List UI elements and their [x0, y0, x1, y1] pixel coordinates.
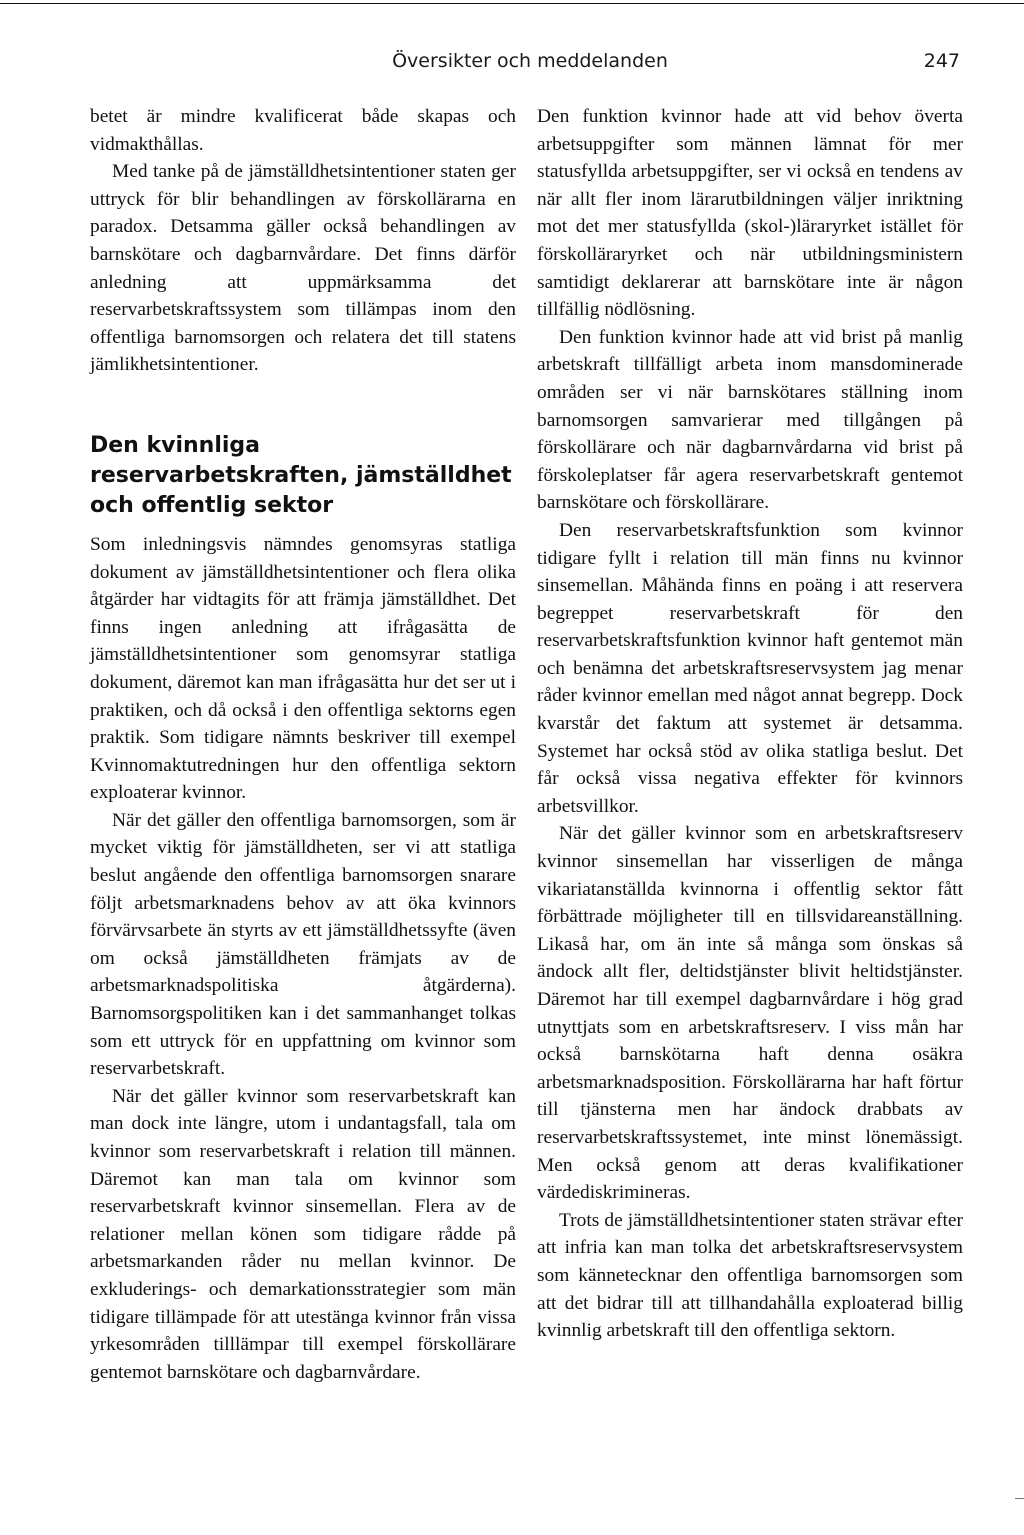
paragraph: Trots de jämställdhetsintentioner staten strävar efter att infria kan man tolka det arbetskraftsreservsystem som kännetecknar den offentliga barnomsorgen som att det bidrar till att tillhandahålla exploaterad billig kvinnlig arbetskraft till den offentliga sektorn. [537, 1209, 963, 1342]
paragraph: Den reservarbetskraftsfunktion som kvinnor tidigare fyllt i relation till män finns nu kvinnor sinsemellan. Måhända finns en poäng i att reservera begreppet reservarbetskraft för den reservarbetskraftsfunktion kvinnor haft gentemot män och benämna det arbetskraftsreservsystem jag menar råder kvinnor emellan med något annat begrepp. Dock kvarstår det faktum att systemet är detsamma. Systemet har också stöd av olika statliga beslut. Det får också vissa negativa effekter för kvinnors arbetsvillkor. [537, 519, 963, 817]
paragraph: Med tanke på de jämställdhetsintentioner staten ger uttryck för blir behandlingen av förskollärarna en paradox. Detsamma gäller också behandlingen av barnskötare och dagbarnvårdare. Det finns därför anledning att uppmärksamma det reservarbetskraftssystem som tillämpas inom den offentliga barnomsorgen och relatera det till statens jämlikhetsintentioner. [90, 161, 516, 376]
running-head: Översikter och meddelanden [392, 50, 668, 72]
paragraph: När det gäller kvinnor som reservarbetskraft kan man dock inte längre, utom i undantagsfall, tala om kvinnor som reservarbetskraft i relation till männen. Däremot kan man tala om kvinnor som reservarbetskraft kvinnor sinsemellan. Flera av de relationer mellan könen som tidigare rådde på arbetsmarkanden råder nu mellan kvinnor. De exkluderings- och demarkationsstrategier som män tidigare tillämpade för att utestänga kvinnor från vissa yrkesområden tilllämpar till exempel förskollärare gentemot barnskötare och dagbarnvårdare. [90, 1085, 516, 1383]
paragraph: Den funktion kvinnor hade att vid brist på manlig arbetskraft tillfälligt arbeta inom mansdominerade områden ser vi när barnskötares ställning inom barnomsorgen samvarierar med tillgången på förskollärare och när dagbarnvårdarna vid brist på förskoleplatser får agera reservarbetskraft gentemot barnskötare och förskollärare. [537, 326, 963, 514]
paragraph: När det gäller kvinnor som en arbetskraftsreserv kvinnor sinsemellan har visserligen de många vikariatanställda kvinnorna i offentlig sektor fått förbättrade möjligheter till en tillsvidareanställning. Likaså har, om än inte så många som önskas så ändock allt fler, deltidstjänster blivit heltidstjänster. Däremot har till exempel dagbarnvårdare i hög grad utnyttjats som en arbetskraftsreserv. I viss mån har också barnskötarna haft denna osäkra arbetsmarknadsposition. Förskollärarna har haft förtur till tjänsterna men har ändock drabbats av reservarbetskraftssystemet, inte minst lönemässigt. Men också genom att deras kvalifikationer värdediskrimineras. [537, 823, 963, 1204]
page-number: 247 [923, 50, 960, 72]
paragraph: Som inledningsvis nämndes genomsyras statliga dokument av jämställdhetsintentioner och flera olika åtgärder har vidtagits för att främja jämställdhet. Det finns ingen anledning att ifrågasätta de jämställdhetsintentioner som genomsyrar statliga dokument, däremot kan man ifrågasätta hur det ser ut i praktiken, och då också i den offentliga sektorns egen praktik. Som tidigare nämnts beskriver till exempel Kvinnomaktutredningen hur den offentliga sektorn exploaterar kvinnor. [90, 533, 516, 804]
left-column [90, 103, 516, 1386]
paragraph: När det gäller den offentliga barnomsorgen, som är mycket viktig för jämställdheten, ser vi att statliga beslut angående den offentliga barnomsorgen snarare följt arbetsmarknadens behov av att öka kvinnors förvärvsarbete än styrts av ett jämställdhetssyfte (även om också jämställdheten främjats av de arbetsmarknadspolitiska åtgärderna). Barnomsorgspolitiken kan i det sammanhanget tolkas som ett uttryck för en uppfattning om kvinnor som reservarbetskraft. [90, 809, 516, 1080]
paragraph: Den funktion kvinnor hade att vid behov överta arbetsuppgifter som männen lämnat för mer statusfyllda arbetsuppgifter, ser vi också en tendens av när allt fler inom lärarutbildningen väljer inriktning mot det mer statusfyllda (skol-)läraryrket istället för förskolläraryrket och när utbildningsministern samtidigt deklarerar att barnskötare inte är någon tillfällig nödlösning. [537, 106, 963, 321]
right-column [537, 103, 963, 1345]
section-heading: Den kvinnliga reservarbetskraften, jämställdhet och offentlig sektor [90, 432, 512, 518]
paragraph: betet är mindre kvalificerat både skapas och vidmakthållas. [90, 106, 516, 155]
margin-mark [1015, 1498, 1024, 1499]
top-rule [0, 3, 1024, 4]
